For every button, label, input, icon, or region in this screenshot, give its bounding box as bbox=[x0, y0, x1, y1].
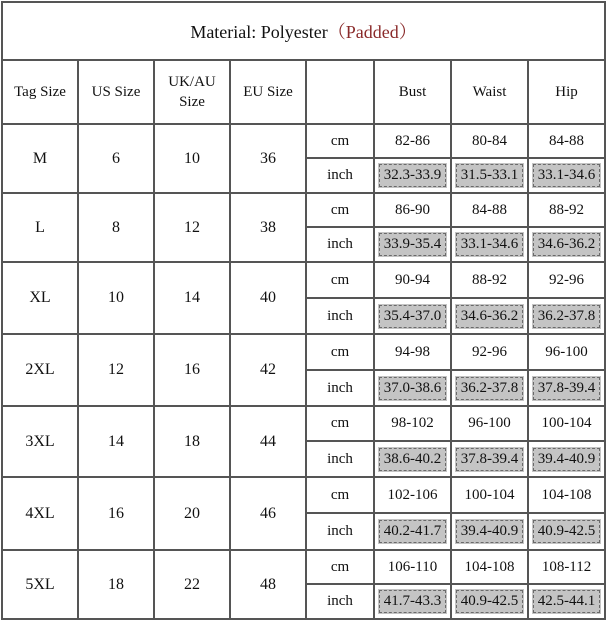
bust-inch-cell bbox=[374, 158, 451, 193]
waist-inch-value: 31.5-33.1 bbox=[455, 163, 524, 188]
tag-size-cell: L bbox=[2, 193, 78, 262]
hip-inch-cell bbox=[528, 227, 605, 262]
bust-inch-cell bbox=[374, 441, 451, 477]
bust-cm-cell: 90-94 bbox=[374, 262, 451, 298]
bust-cm-cell: 94-98 bbox=[374, 334, 451, 370]
tag-size-cell: XL bbox=[2, 262, 78, 334]
tag-size-cell: M bbox=[2, 124, 78, 193]
hip-cm-cell: 88-92 bbox=[528, 193, 605, 227]
ukau-size-cell: 10 bbox=[154, 124, 230, 193]
unit-cm-cell: cm bbox=[306, 550, 374, 584]
header-ukau-line2: Size bbox=[179, 94, 205, 110]
us-size-cell: 6 bbox=[78, 124, 154, 193]
bust-inch-value: 40.2-41.7 bbox=[378, 519, 447, 544]
us-size-cell: 18 bbox=[78, 550, 154, 619]
tag-size-cell: 2XL bbox=[2, 334, 78, 406]
eu-size-cell: 44 bbox=[230, 406, 306, 477]
size-row-cm bbox=[2, 334, 605, 370]
hip-cm-cell: 108-112 bbox=[528, 550, 605, 584]
eu-size-cell: 40 bbox=[230, 262, 306, 334]
hip-inch-value: 40.9-42.5 bbox=[532, 519, 601, 544]
waist-cm-cell: 88-92 bbox=[451, 262, 528, 298]
us-size-cell: 8 bbox=[78, 193, 154, 262]
unit-cm-cell: cm bbox=[306, 406, 374, 441]
unit-inch-cell: inch bbox=[306, 158, 374, 193]
waist-inch-cell bbox=[451, 584, 528, 619]
waist-inch-value: 40.9-42.5 bbox=[455, 589, 524, 614]
unit-inch-cell: inch bbox=[306, 298, 374, 334]
unit-inch-cell: inch bbox=[306, 441, 374, 477]
ukau-size-cell: 20 bbox=[154, 477, 230, 550]
us-size-cell: 10 bbox=[78, 262, 154, 334]
size-row-cm bbox=[2, 262, 605, 298]
waist-cm-cell: 92-96 bbox=[451, 334, 528, 370]
size-row-cm bbox=[2, 406, 605, 441]
tag-size-cell: 3XL bbox=[2, 406, 78, 477]
hip-cm-cell: 104-108 bbox=[528, 477, 605, 513]
waist-inch-value: 34.6-36.2 bbox=[455, 304, 524, 329]
bust-cm-cell: 102-106 bbox=[374, 477, 451, 513]
padded-label: Padded bbox=[345, 22, 399, 42]
bust-inch-value: 32.3-33.9 bbox=[378, 163, 447, 188]
open-paren: （ bbox=[327, 22, 346, 42]
hip-cm-cell: 84-88 bbox=[528, 124, 605, 158]
waist-cm-cell: 104-108 bbox=[451, 550, 528, 584]
unit-cm-cell: cm bbox=[306, 124, 374, 158]
us-size-cell: 16 bbox=[78, 477, 154, 550]
hip-cm-cell: 92-96 bbox=[528, 262, 605, 298]
header-hip: Hip bbox=[528, 60, 605, 124]
hip-inch-cell bbox=[528, 298, 605, 334]
ukau-size-cell: 14 bbox=[154, 262, 230, 334]
bust-inch-cell bbox=[374, 584, 451, 619]
hip-inch-value: 37.8-39.4 bbox=[532, 376, 601, 401]
bust-inch-cell bbox=[374, 227, 451, 262]
waist-cm-cell: 100-104 bbox=[451, 477, 528, 513]
header-row bbox=[2, 60, 605, 124]
ukau-size-cell: 12 bbox=[154, 193, 230, 262]
bust-inch-value: 38.6-40.2 bbox=[378, 447, 447, 472]
unit-inch-cell: inch bbox=[306, 584, 374, 619]
header-tag-size: Tag Size bbox=[2, 60, 78, 124]
header-waist: Waist bbox=[451, 60, 528, 124]
waist-inch-cell bbox=[451, 298, 528, 334]
unit-inch-cell: inch bbox=[306, 227, 374, 262]
material-title bbox=[2, 2, 605, 60]
eu-size-cell: 36 bbox=[230, 124, 306, 193]
hip-inch-value: 36.2-37.8 bbox=[532, 304, 601, 329]
waist-inch-value: 39.4-40.9 bbox=[455, 519, 524, 544]
size-row-cm bbox=[2, 193, 605, 227]
waist-inch-cell bbox=[451, 370, 528, 406]
us-size-cell: 14 bbox=[78, 406, 154, 477]
header-ukau-line1: UK/AU bbox=[168, 74, 216, 90]
bust-inch-value: 35.4-37.0 bbox=[378, 304, 447, 329]
hip-inch-value: 33.1-34.6 bbox=[532, 163, 601, 188]
unit-inch-cell: inch bbox=[306, 513, 374, 550]
ukau-size-cell: 18 bbox=[154, 406, 230, 477]
bust-cm-cell: 98-102 bbox=[374, 406, 451, 441]
hip-inch-cell bbox=[528, 158, 605, 193]
waist-inch-cell bbox=[451, 158, 528, 193]
waist-inch-cell bbox=[451, 227, 528, 262]
bust-inch-cell bbox=[374, 370, 451, 406]
waist-inch-value: 36.2-37.8 bbox=[455, 376, 524, 401]
ukau-size-cell: 16 bbox=[154, 334, 230, 406]
eu-size-cell: 38 bbox=[230, 193, 306, 262]
size-table bbox=[1, 1, 606, 620]
hip-inch-value: 39.4-40.9 bbox=[532, 447, 601, 472]
hip-cm-cell: 100-104 bbox=[528, 406, 605, 441]
bust-inch-cell bbox=[374, 513, 451, 550]
eu-size-cell: 48 bbox=[230, 550, 306, 619]
eu-size-cell: 46 bbox=[230, 477, 306, 550]
size-row-cm bbox=[2, 124, 605, 158]
eu-size-cell: 42 bbox=[230, 334, 306, 406]
title-row bbox=[2, 2, 605, 60]
unit-cm-cell: cm bbox=[306, 334, 374, 370]
bust-inch-value: 41.7-43.3 bbox=[378, 589, 447, 614]
hip-inch-value: 42.5-44.1 bbox=[532, 589, 601, 614]
size-row-cm bbox=[2, 550, 605, 584]
waist-inch-value: 37.8-39.4 bbox=[455, 447, 524, 472]
hip-cm-cell: 96-100 bbox=[528, 334, 605, 370]
header-us-size: US Size bbox=[78, 60, 154, 124]
material-label: Material: Polyester bbox=[190, 22, 328, 42]
hip-inch-cell bbox=[528, 513, 605, 550]
waist-cm-cell: 80-84 bbox=[451, 124, 528, 158]
waist-inch-value: 33.1-34.6 bbox=[455, 232, 524, 257]
size-row-cm bbox=[2, 477, 605, 513]
bust-cm-cell: 86-90 bbox=[374, 193, 451, 227]
unit-cm-cell: cm bbox=[306, 193, 374, 227]
tag-size-cell: 5XL bbox=[2, 550, 78, 619]
hip-inch-value: 34.6-36.2 bbox=[532, 232, 601, 257]
waist-inch-cell bbox=[451, 441, 528, 477]
tag-size-cell: 4XL bbox=[2, 477, 78, 550]
close-paren: ） bbox=[398, 22, 417, 42]
unit-cm-cell: cm bbox=[306, 262, 374, 298]
hip-inch-cell bbox=[528, 441, 605, 477]
hip-inch-cell bbox=[528, 370, 605, 406]
unit-inch-cell: inch bbox=[306, 370, 374, 406]
waist-inch-cell bbox=[451, 513, 528, 550]
ukau-size-cell: 22 bbox=[154, 550, 230, 619]
header-unit bbox=[306, 60, 374, 124]
unit-cm-cell: cm bbox=[306, 477, 374, 513]
waist-cm-cell: 84-88 bbox=[451, 193, 528, 227]
bust-inch-cell bbox=[374, 298, 451, 334]
header-bust: Bust bbox=[374, 60, 451, 124]
us-size-cell: 12 bbox=[78, 334, 154, 406]
bust-cm-cell: 82-86 bbox=[374, 124, 451, 158]
hip-inch-cell bbox=[528, 584, 605, 619]
header-ukau-size bbox=[154, 60, 230, 124]
header-eu-size: EU Size bbox=[230, 60, 306, 124]
bust-inch-value: 33.9-35.4 bbox=[378, 232, 447, 257]
bust-inch-value: 37.0-38.6 bbox=[378, 376, 447, 401]
waist-cm-cell: 96-100 bbox=[451, 406, 528, 441]
bust-cm-cell: 106-110 bbox=[374, 550, 451, 584]
